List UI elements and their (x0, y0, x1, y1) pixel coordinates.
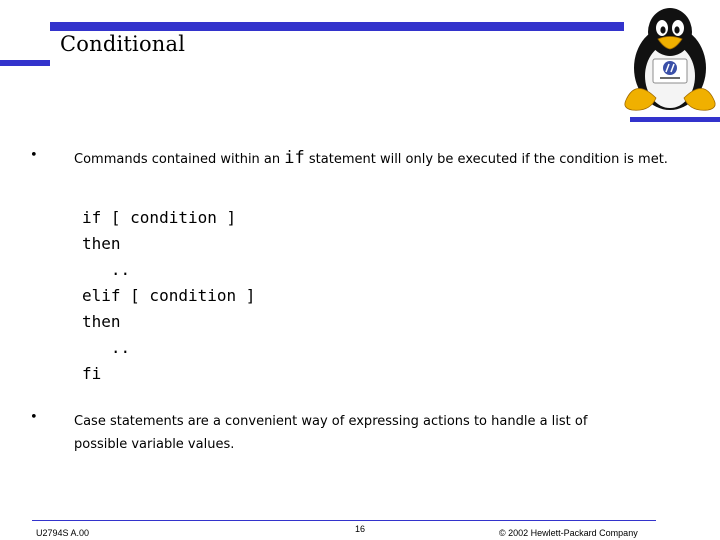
bullet-text-prefix: Commands contained within an (74, 152, 285, 167)
tux-penguin-hp-logo-icon (620, 4, 720, 116)
left-accent-bar (0, 60, 50, 66)
top-accent-bar (50, 22, 624, 31)
bullet-if-statement (74, 148, 674, 168)
slide-title: Conditional (60, 32, 186, 56)
inline-code-keyword: if (284, 148, 305, 168)
bullet-marker: • (30, 410, 38, 425)
bullet-marker: • (30, 148, 38, 163)
footer-course-code: U2794S A.00 (36, 528, 90, 538)
footer-copyright: © 2002 Hewlett-Packard Company (499, 528, 638, 538)
footer-divider (32, 520, 656, 521)
right-accent-bar (630, 117, 720, 122)
footer-page-number: 16 (355, 524, 366, 534)
bullet-text-suffix: statement will only be executed if the condition is met. (304, 152, 668, 167)
code-block: if [ condition ] then .. elif [ condition ] then .. fi (82, 208, 256, 383)
bullet-case-statements: Case statements are a convenient way of expressing actions to handle a list of possible variable values. (74, 414, 588, 452)
